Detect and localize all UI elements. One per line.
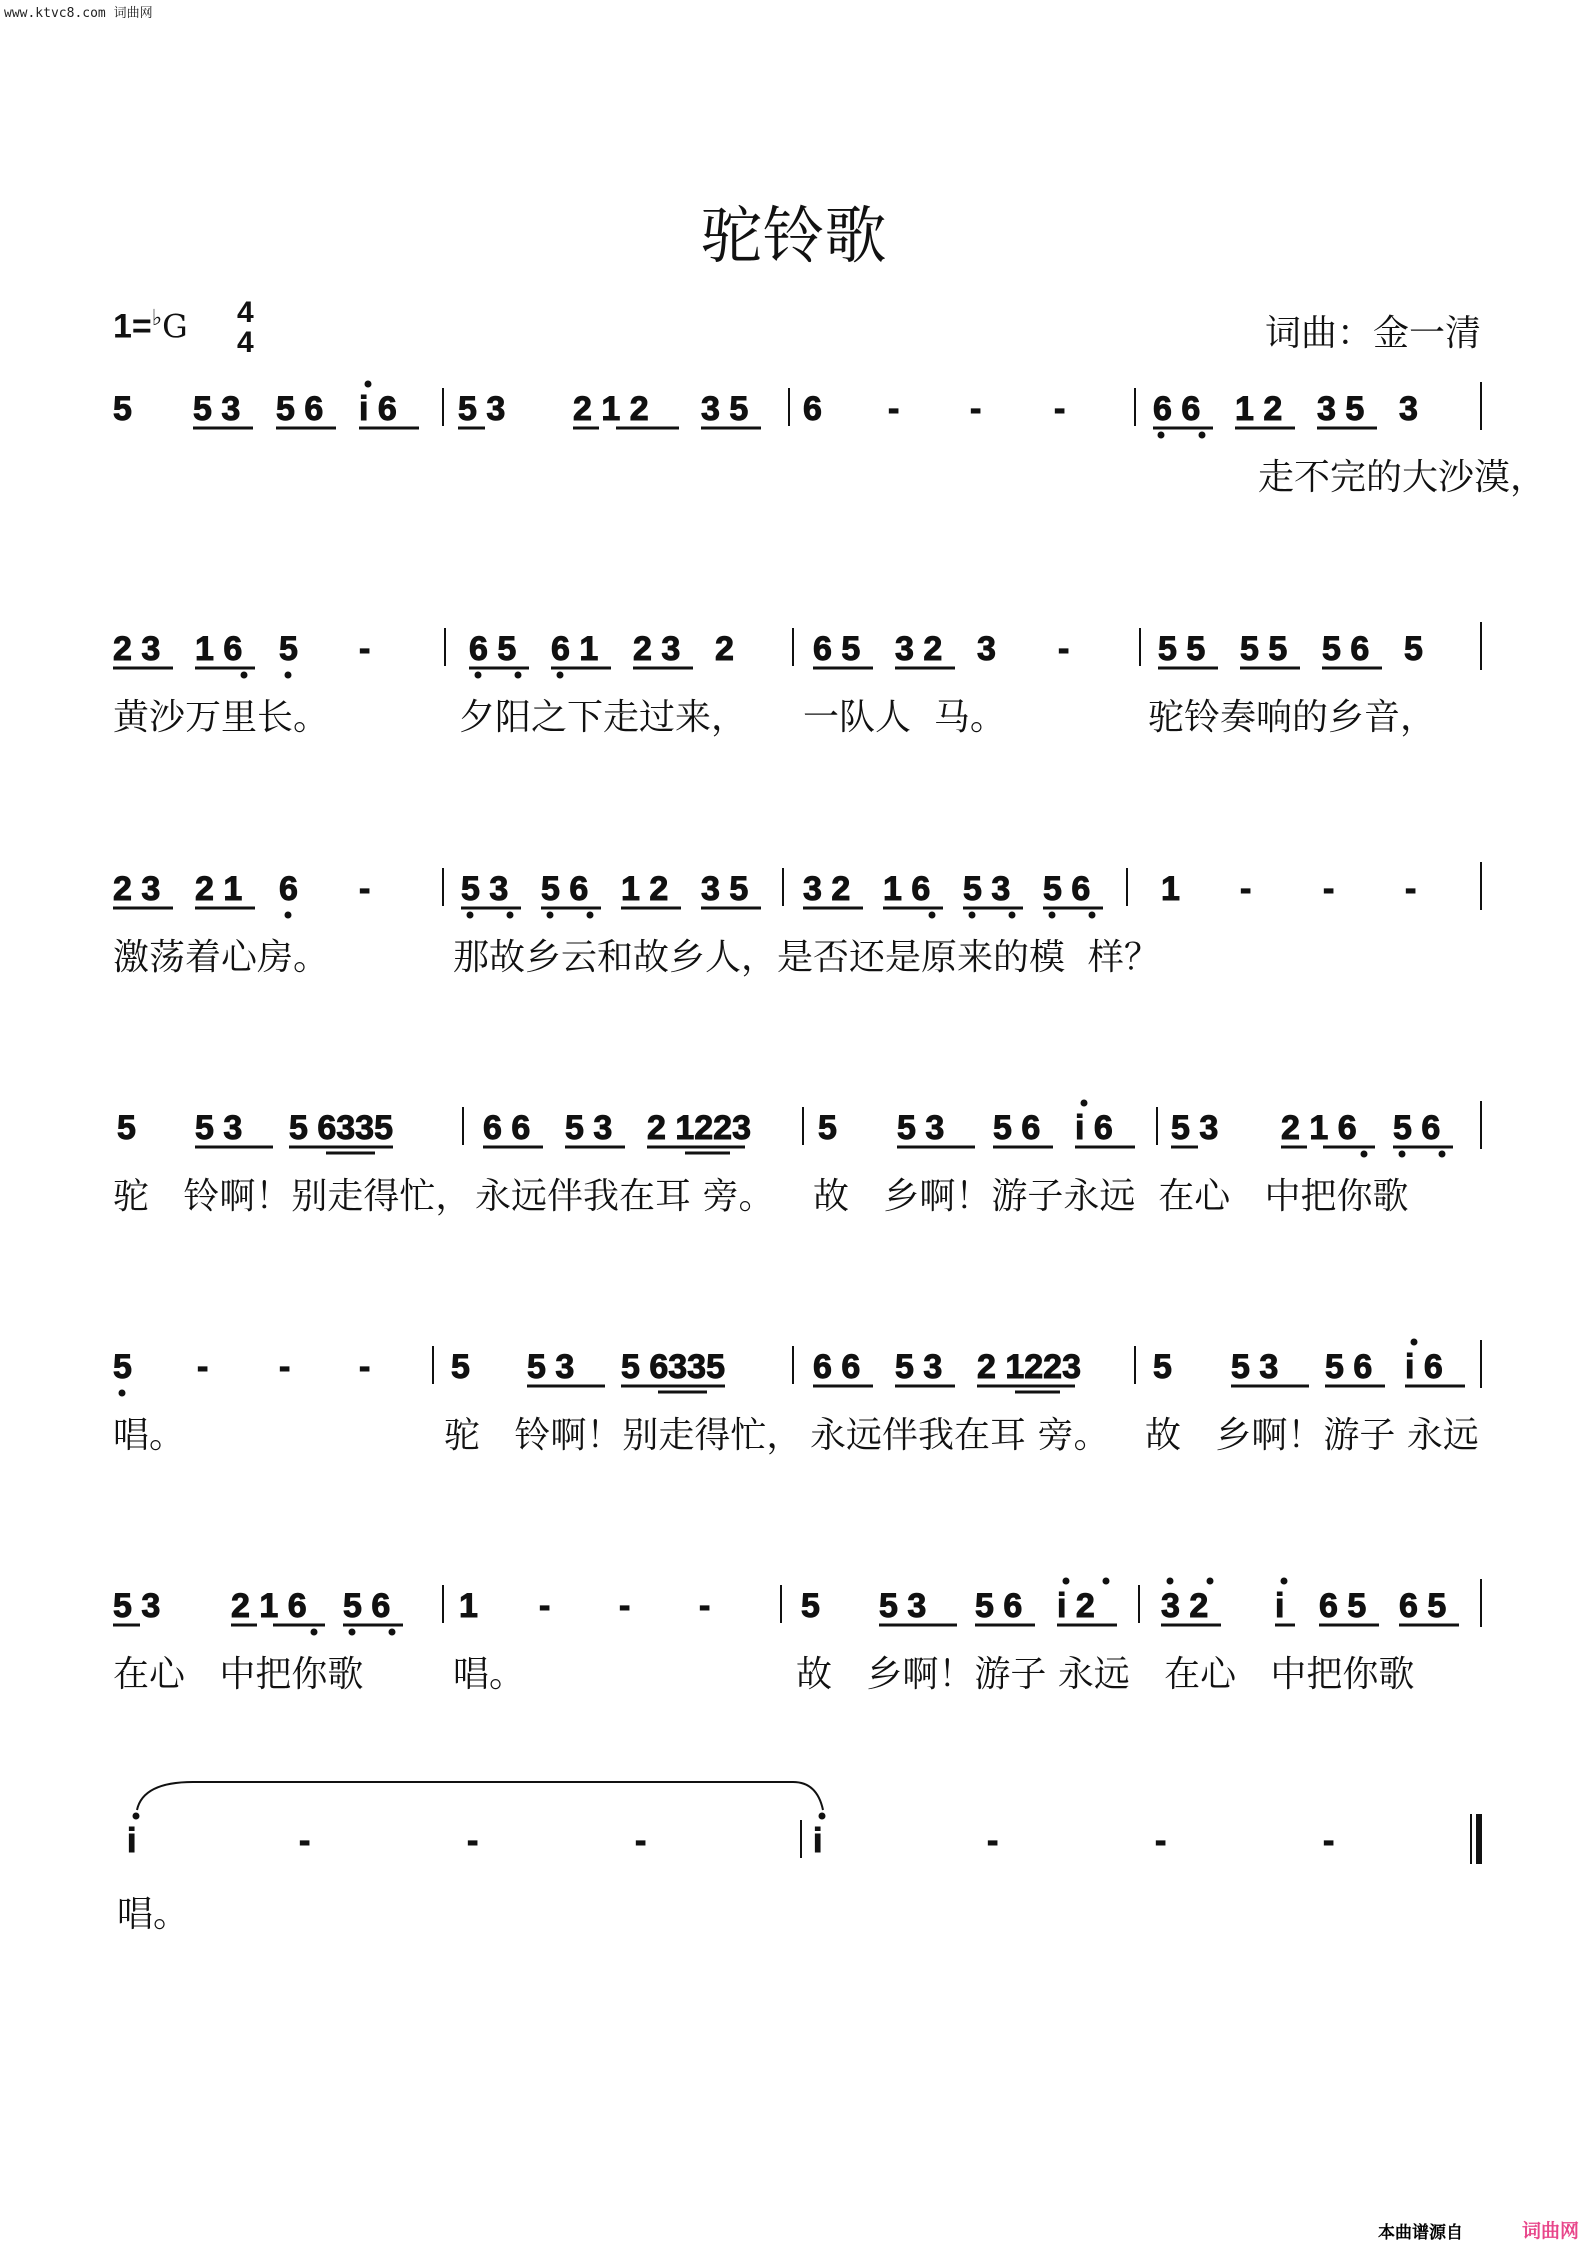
svg-text:1 6: 1 6 xyxy=(195,630,243,668)
svg-text:-: - xyxy=(1155,1822,1167,1860)
time-signature xyxy=(237,298,254,358)
svg-text:i 6: i 6 xyxy=(359,390,397,428)
svg-text:2 3: 2 3 xyxy=(633,630,681,668)
svg-text:6 6: 6 6 xyxy=(483,1109,531,1147)
svg-text:3: 3 xyxy=(1399,390,1418,428)
svg-text:6 6: 6 6 xyxy=(813,1348,861,1386)
notation-svg xyxy=(113,618,1483,678)
svg-text:1: 1 xyxy=(1161,870,1180,908)
svg-text:5 6: 5 6 xyxy=(1322,630,1370,668)
svg-text:2 1 6: 2 1 6 xyxy=(1281,1109,1357,1147)
site-url: www.ktvc8.com 词曲网 xyxy=(4,6,153,21)
credits: 词曲：金一清 xyxy=(1264,313,1481,354)
svg-text:2 1223: 2 1223 xyxy=(647,1109,751,1147)
svg-text:i: i xyxy=(813,1822,823,1860)
svg-text:5: 5 xyxy=(117,1109,136,1147)
svg-text:-: - xyxy=(635,1822,647,1860)
svg-text:6: 6 xyxy=(279,870,298,908)
svg-text:1: 1 xyxy=(459,1587,478,1625)
svg-text:5 6: 5 6 xyxy=(343,1587,391,1625)
svg-text:-: - xyxy=(888,390,900,428)
svg-text:5 6335: 5 6335 xyxy=(289,1109,393,1147)
svg-text:5 6335: 5 6335 xyxy=(621,1348,725,1386)
svg-text:i: i xyxy=(127,1822,137,1860)
svg-text:6: 6 xyxy=(803,390,822,428)
svg-text:i 2: i 2 xyxy=(1057,1587,1095,1625)
lyric-segment: 走不完的大沙漠， xyxy=(1258,457,1547,498)
svg-text:2 3: 2 3 xyxy=(113,870,161,908)
svg-text:i 6: i 6 xyxy=(1405,1348,1443,1386)
svg-text:3 5: 3 5 xyxy=(701,390,749,428)
svg-text:-: - xyxy=(699,1587,711,1625)
svg-text:6 5: 6 5 xyxy=(813,630,861,668)
notation-row-6 xyxy=(113,1575,1483,1635)
svg-text:5: 5 xyxy=(818,1109,837,1147)
notation-row-5 xyxy=(113,1336,1483,1396)
flat-sign: ♭ xyxy=(151,305,163,330)
footer-source: 本曲谱源自 xyxy=(1378,2223,1463,2242)
svg-text:1 2: 1 2 xyxy=(1235,390,1283,428)
svg-text:6 6: 6 6 xyxy=(1153,390,1201,428)
svg-text:5 5: 5 5 xyxy=(1240,630,1288,668)
notation-row-2 xyxy=(113,618,1483,678)
song-title: 驼铃歌 xyxy=(700,199,887,272)
lyric-segment: 夕阳之下走过来， xyxy=(459,697,748,738)
notation-row-4 xyxy=(113,1097,1483,1157)
svg-text:1 2: 1 2 xyxy=(621,870,669,908)
footer-brand-link[interactable]: 词曲网 xyxy=(1521,2221,1579,2242)
svg-text:-: - xyxy=(539,1587,551,1625)
notation-svg xyxy=(113,1575,1483,1635)
svg-text:3 2: 3 2 xyxy=(1161,1587,1209,1625)
svg-text:3 5: 3 5 xyxy=(1317,390,1365,428)
svg-text:5: 5 xyxy=(451,1348,470,1386)
svg-text:5 3: 5 3 xyxy=(1171,1109,1219,1147)
svg-text:-: - xyxy=(359,1348,371,1386)
lyric-segment: 永远伴我在耳 旁。 xyxy=(810,1415,1110,1456)
lyric-segment: 一队人 马。 xyxy=(803,697,1006,738)
lyric-segment: 故 乡啊！游子 永远 在心 中把你歌 xyxy=(796,1654,1415,1695)
svg-text:-: - xyxy=(1240,870,1252,908)
svg-text:5 3: 5 3 xyxy=(1231,1348,1279,1386)
notation-row-3 xyxy=(113,858,1483,918)
lyric-segment: 那故乡云和故乡人，是否还是原来的模 样？ xyxy=(453,937,1160,978)
lyric-segment: 永远伴我在耳 旁。 xyxy=(475,1176,775,1217)
notation-svg xyxy=(113,858,1483,918)
lyric-segment: 故 乡啊！游子 永远 xyxy=(1145,1415,1479,1456)
svg-text:-: - xyxy=(279,1348,291,1386)
svg-text:-: - xyxy=(1323,1822,1335,1860)
svg-text:6 5: 6 5 xyxy=(1399,1587,1447,1625)
svg-text:5 3: 5 3 xyxy=(527,1348,575,1386)
svg-text:6 1: 6 1 xyxy=(551,630,599,668)
svg-text:5 3: 5 3 xyxy=(565,1109,613,1147)
svg-text:-: - xyxy=(467,1822,479,1860)
svg-text:3: 3 xyxy=(977,630,996,668)
notation-svg xyxy=(113,378,1483,438)
svg-text:3 2: 3 2 xyxy=(895,630,943,668)
svg-text:5 6: 5 6 xyxy=(276,390,324,428)
svg-text:5 6: 5 6 xyxy=(993,1109,1041,1147)
svg-text:6 5: 6 5 xyxy=(469,630,517,668)
key-prefix: 1= xyxy=(113,307,152,346)
svg-text:2 1: 2 1 xyxy=(195,870,243,908)
svg-text:5: 5 xyxy=(1153,1348,1172,1386)
svg-text:-: - xyxy=(987,1822,999,1860)
svg-text:2 1223: 2 1223 xyxy=(977,1348,1081,1386)
svg-text:2 1 2: 2 1 2 xyxy=(573,390,649,428)
svg-text:i: i xyxy=(1275,1587,1285,1625)
svg-text:5 3: 5 3 xyxy=(193,390,241,428)
svg-text:6 5: 6 5 xyxy=(1319,1587,1367,1625)
lyric-segment: 黄沙万里长。 xyxy=(113,697,330,738)
lyric-segment: 驼铃奏响的乡音， xyxy=(1148,697,1437,738)
lyric-segment: 唱。 xyxy=(453,1654,526,1695)
notation-row-1 xyxy=(113,378,1483,438)
svg-text:5 3: 5 3 xyxy=(458,390,506,428)
svg-text:-: - xyxy=(299,1822,311,1860)
svg-text:2: 2 xyxy=(715,630,734,668)
svg-text:3 2: 3 2 xyxy=(803,870,851,908)
svg-text:5 5: 5 5 xyxy=(1158,630,1206,668)
svg-text:-: - xyxy=(619,1587,631,1625)
lyric-segment: 驼 铃啊！别走得忙， xyxy=(444,1415,803,1456)
svg-text:5 3: 5 3 xyxy=(195,1109,243,1147)
svg-text:5: 5 xyxy=(113,1348,132,1386)
time-bottom: 4 xyxy=(237,326,254,359)
lyric-segment: 激荡着心房。 xyxy=(113,937,330,978)
lyric-segment: 唱。 xyxy=(117,1894,190,1935)
svg-text:5 6: 5 6 xyxy=(975,1587,1023,1625)
svg-text:-: - xyxy=(359,630,371,668)
lyric-segment: 故 乡啊！游子永远 在心 中把你歌 xyxy=(813,1176,1409,1217)
svg-text:-: - xyxy=(970,390,982,428)
svg-text:5: 5 xyxy=(113,390,132,428)
key-note: G xyxy=(162,307,188,346)
notation-svg xyxy=(113,1780,1483,1870)
svg-text:-: - xyxy=(1058,630,1070,668)
svg-text:5 6: 5 6 xyxy=(1325,1348,1373,1386)
svg-text:5 6: 5 6 xyxy=(1393,1109,1441,1147)
svg-text:5: 5 xyxy=(1404,630,1423,668)
svg-text:5 3: 5 3 xyxy=(879,1587,927,1625)
svg-text:-: - xyxy=(1405,870,1417,908)
svg-text:-: - xyxy=(1054,390,1066,428)
time-top: 4 xyxy=(237,296,254,329)
svg-text:5 6: 5 6 xyxy=(541,870,589,908)
key-signature xyxy=(113,305,188,346)
svg-text:-: - xyxy=(197,1348,209,1386)
svg-text:5 3: 5 3 xyxy=(113,1587,161,1625)
svg-text:-: - xyxy=(1323,870,1335,908)
svg-text:2 1 6: 2 1 6 xyxy=(231,1587,307,1625)
lyric-segment: 唱。 xyxy=(113,1415,186,1456)
svg-text:5 3: 5 3 xyxy=(461,870,509,908)
svg-text:5: 5 xyxy=(801,1587,820,1625)
svg-text:5 3: 5 3 xyxy=(897,1109,945,1147)
svg-text:i 6: i 6 xyxy=(1075,1109,1113,1147)
notation-svg xyxy=(113,1097,1483,1157)
svg-text:5 3: 5 3 xyxy=(895,1348,943,1386)
svg-text:-: - xyxy=(359,870,371,908)
svg-text:5 6: 5 6 xyxy=(1043,870,1091,908)
lyric-segment: 驼 铃啊！别走得忙， xyxy=(113,1176,472,1217)
notation-svg xyxy=(113,1336,1483,1396)
svg-text:5: 5 xyxy=(279,630,298,668)
svg-text:1 6: 1 6 xyxy=(883,870,931,908)
notation-row-7 xyxy=(113,1780,1483,1860)
svg-text:5 3: 5 3 xyxy=(963,870,1011,908)
lyric-segment: 在心 中把你歌 xyxy=(113,1654,364,1695)
svg-text:2 3: 2 3 xyxy=(113,630,161,668)
svg-text:3 5: 3 5 xyxy=(701,870,749,908)
